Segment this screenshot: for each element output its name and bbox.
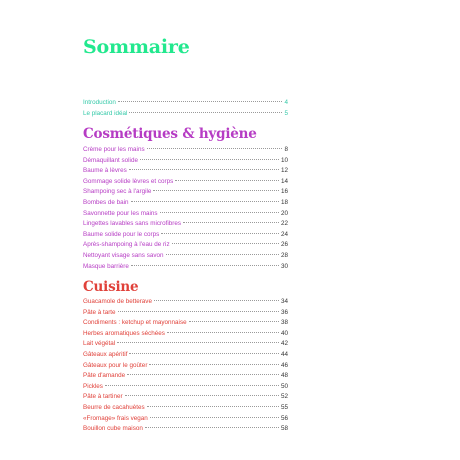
toc-entry-page: 36 <box>280 308 288 316</box>
dot-leader <box>129 112 282 113</box>
toc-entry-page: 24 <box>280 230 288 238</box>
toc-entry-label: Gommage solide lèvres et corps <box>83 177 174 185</box>
toc-entry-page: 28 <box>280 251 288 259</box>
toc-entry-page: 18 <box>280 198 288 206</box>
toc-entry-page: 55 <box>280 403 288 411</box>
toc-entry-label: Démaquillant solide <box>83 156 138 164</box>
toc-entry-label: Pâte à tarte <box>83 308 116 316</box>
dot-leader <box>118 101 283 102</box>
dot-leader <box>147 148 283 149</box>
toc-entry[interactable] <box>83 251 288 262</box>
dot-leader <box>150 417 279 418</box>
toc-entry-label: Bouillon cube maison <box>83 425 143 433</box>
toc-entry-label: «Fromage» frais vegan <box>83 414 148 422</box>
dot-leader <box>149 364 279 365</box>
toc-entry-label: Bombes de bain <box>83 198 129 206</box>
toc-entry-label: Guacamole de betterave <box>83 298 152 305</box>
toc-entry-label: Herbes aromatiques séchées <box>83 329 165 337</box>
toc-entry-label: Savonnette pour les mains <box>83 209 158 217</box>
dot-leader <box>167 332 279 333</box>
dot-leader <box>147 406 279 407</box>
toc-entry[interactable] <box>83 219 288 230</box>
intro-toc-list <box>83 98 288 119</box>
toc-entry-page: 40 <box>280 329 288 337</box>
dot-leader <box>131 201 279 202</box>
toc-entry-page: 26 <box>280 241 288 249</box>
section-title-cosmetiques: Cosmétiques & hygiène <box>83 126 257 142</box>
dot-leader <box>166 254 279 255</box>
toc-entry-page: 5 <box>284 109 288 117</box>
toc-entry-page: 4 <box>284 99 288 106</box>
toc-entry[interactable] <box>83 198 288 209</box>
toc-entry-label: Crème pour les mains <box>83 146 145 153</box>
dot-leader <box>145 427 279 428</box>
toc-entry-page: 56 <box>280 414 288 422</box>
toc-entry[interactable] <box>83 350 288 361</box>
dot-leader <box>189 321 279 322</box>
toc-entry-label: Pickles <box>83 382 103 390</box>
dot-leader <box>129 169 279 170</box>
toc-entry-label: Après-shampoing à l'eau de riz <box>83 241 170 249</box>
toc-entry-page: 44 <box>280 350 288 358</box>
toc-entry-page: 58 <box>280 425 288 433</box>
dot-leader <box>140 159 279 160</box>
toc-entry-page: 46 <box>280 361 288 369</box>
toc-entry[interactable] <box>83 230 288 241</box>
toc-entry-label: Gâteaux apéritif <box>83 350 128 358</box>
toc-entry[interactable] <box>83 177 288 188</box>
toc-entry-page: 34 <box>280 298 288 305</box>
toc-entry[interactable] <box>83 240 288 251</box>
toc-entry[interactable] <box>83 156 288 167</box>
toc-entry-label: Condiments : ketchup et mayonnaise <box>83 319 187 327</box>
toc-entry-label: Baume solide pour le corps <box>83 230 160 238</box>
toc-entry-page: 50 <box>280 382 288 390</box>
toc-entry-page: 20 <box>280 209 288 217</box>
toc-entry-label: Lait végétal <box>83 340 116 348</box>
dot-leader <box>183 222 279 223</box>
toc-entry[interactable] <box>83 392 288 403</box>
toc-entry[interactable] <box>83 297 288 308</box>
dot-leader <box>125 395 279 396</box>
dot-leader <box>154 300 279 301</box>
toc-entry-label: Shampoing sec à l'argile <box>83 188 152 196</box>
cuisine-toc-list <box>83 297 288 435</box>
toc-entry[interactable] <box>83 339 288 350</box>
toc-entry-label: Nettoyant visage sans savon <box>83 251 164 259</box>
toc-entry[interactable] <box>83 262 288 273</box>
cosmetiques-toc-list <box>83 145 288 272</box>
toc-entry[interactable] <box>83 187 288 198</box>
toc-entry-page: 48 <box>280 372 288 380</box>
toc-entry[interactable] <box>83 308 288 319</box>
toc-entry-label: Introduction <box>83 99 116 106</box>
toc-entry-label: Lingettes lavables sans microfibres <box>83 220 181 228</box>
toc-entry-label: Le placard idéal <box>83 109 128 117</box>
toc-entry-page: 10 <box>280 156 288 164</box>
dot-leader <box>117 342 279 343</box>
page-title: Sommaire <box>83 36 190 58</box>
toc-entry-label: Pâte à tartiner <box>83 393 123 401</box>
toc-entry[interactable] <box>83 166 288 177</box>
toc-entry[interactable] <box>83 318 288 329</box>
dot-leader <box>153 190 279 191</box>
toc-entry-label: Baume à lèvres <box>83 167 127 175</box>
dot-leader <box>160 212 279 213</box>
toc-entry[interactable] <box>83 209 288 220</box>
dot-leader <box>175 180 279 181</box>
toc-entry[interactable] <box>83 414 288 425</box>
dot-leader <box>161 233 279 234</box>
toc-entry-page: 12 <box>280 167 288 175</box>
dot-leader <box>105 385 279 386</box>
toc-entry[interactable] <box>83 329 288 340</box>
toc-entry-page: 38 <box>280 319 288 327</box>
dot-leader <box>131 265 279 266</box>
toc-entry-page: 52 <box>280 393 288 401</box>
toc-entry-label: Masque barrière <box>83 262 129 270</box>
section-title-cuisine: Cuisine <box>83 279 139 295</box>
toc-entry-page: 30 <box>280 262 288 270</box>
toc-entry-label: Gâteaux pour le goûter <box>83 361 148 369</box>
dot-leader <box>127 374 279 375</box>
dot-leader <box>118 311 279 312</box>
toc-entry-page: 22 <box>280 220 288 228</box>
toc-entry-introduction[interactable] <box>83 98 288 109</box>
toc-entry-label: Beurre de cacahuètes <box>83 403 145 411</box>
dot-leader <box>172 243 279 244</box>
toc-entry-page: 42 <box>280 340 288 348</box>
dot-leader <box>129 353 279 354</box>
toc-entry[interactable] <box>83 382 288 393</box>
toc-entry[interactable] <box>83 403 288 414</box>
toc-entry[interactable] <box>83 424 288 435</box>
toc-entry-page: 16 <box>280 188 288 196</box>
toc-entry[interactable] <box>83 371 288 382</box>
toc-entry-label: Pâte d'amande <box>83 372 126 380</box>
toc-entry[interactable] <box>83 361 288 372</box>
toc-entry-page: 14 <box>280 177 288 185</box>
toc-entry[interactable] <box>83 145 288 156</box>
toc-entry-placard[interactable] <box>83 109 288 120</box>
toc-entry-page: 8 <box>284 146 288 153</box>
